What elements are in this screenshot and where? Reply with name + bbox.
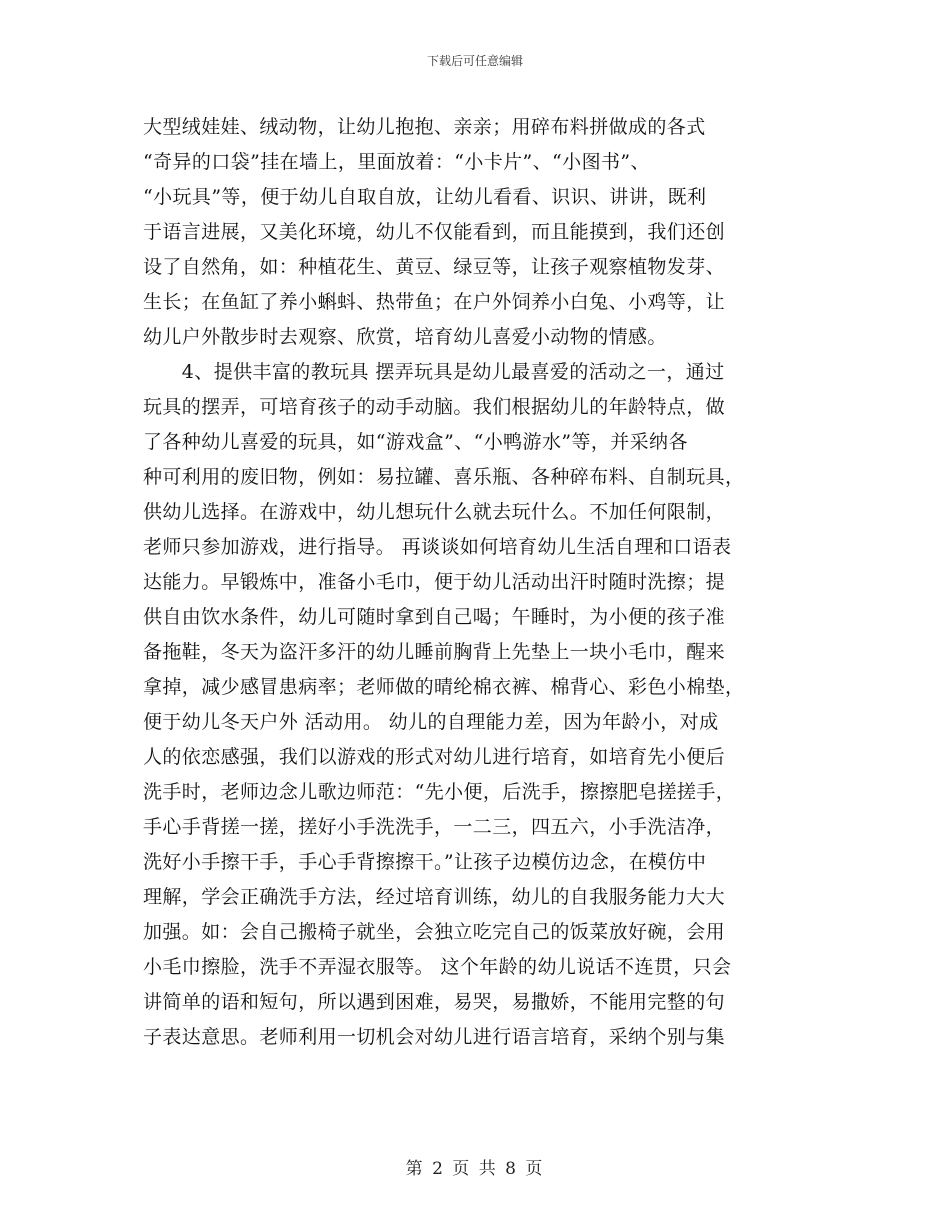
page-number-footer: 第 2 页 共 8 页 [405, 1159, 545, 1179]
body-line: 拿掉，减少感冒患病率；老师做的晴纶棉衣裤、棉背心、彩色小棉垫， [143, 676, 745, 698]
body-line: 达能力。早锻炼中，准备小毛巾，便于幼儿活动出汗时随时洗擦；提 [143, 571, 726, 593]
body-line: 洗手时，老师边念儿歌边师范：“先小便，后洗手，擦擦肥皂搓搓手， [143, 781, 736, 803]
body-line: 供幼儿选择。在游戏中，幼儿想玩什么就去玩什么。不加任何限制， [143, 501, 726, 523]
body-line: 子表达意思。老师利用一切机会对幼儿进行语言培育，采纳个别与集 [143, 1026, 726, 1048]
body-line: 手心手背搓一搓，搓好小手洗洗手，一二三，四五六，小手洗洁净， [143, 816, 726, 838]
body-line: 讲简单的语和短句，所以遇到困难，易哭，易撒娇，不能用完整的句 [143, 991, 726, 1013]
document-body [143, 110, 803, 1055]
body-line: “小玩具”等，便于幼儿自取自放，让幼儿看看、识识、讲讲，既利 [143, 186, 707, 208]
body-line: 于语言进展，又美化环境，幼儿不仅能看到，而且能摸到，我们还创 [143, 221, 726, 243]
body-line: 种可利用的废旧物，例如：易拉罐、喜乐瓶、各种碎布料、自制玩具， [143, 466, 745, 488]
body-line: 幼儿户外散步时去观察、欣赏，培育幼儿喜爱小动物的情感。 [143, 326, 667, 348]
body-line: 大型绒娃娃、绒动物，让幼儿抱抱、亲亲；用碎布料拼做成的各式 [143, 116, 706, 138]
body-line: 人的依恋感强，我们以游戏的形式对幼儿进行培育，如培育先小便后 [143, 746, 726, 768]
body-line: 供自由饮水条件，幼儿可随时拿到自己喝；午睡时，为小便的孩子准 [143, 606, 726, 628]
body-line: “奇异的口袋”挂在墙上，里面放着：“小卡片”、“小图书”、 [143, 151, 650, 173]
body-line: 加强。如：会自己搬椅子就坐，会独立吃完自己的饭菜放好碗，会用 [143, 921, 726, 943]
body-line: 洗好小手擦干手，手心手背擦擦干。”让孩子边模仿边念，在模仿中 [143, 851, 707, 873]
body-line: 备拖鞋，冬天为盗汗多汗的幼儿睡前胸背上先垫上一块小毛巾，醒来 [143, 641, 726, 663]
body-line: 老师只参加游戏，进行指导。 再谈谈如何培育幼儿生活自理和口语表 [143, 536, 732, 558]
body-line: 了各种幼儿喜爱的玩具，如“游戏盒”、“小鸭游水”等，并采纳各 [143, 431, 688, 453]
body-line: 理解，学会正确洗手方法，经过培育训练，幼儿的自我服务能力大大 [143, 886, 726, 908]
body-line: 4、提供丰富的教玩具 摆弄玩具是幼儿最喜爱的活动之一，通过 [143, 361, 725, 383]
body-line: 生长；在鱼缸了养小蝌蚪、热带鱼；在户外饲养小白兔、小鸡等，让 [143, 291, 726, 313]
body-line: 便于幼儿冬天户外 活动用。 幼儿的自理能力差，因为年龄小，对成 [143, 711, 719, 733]
body-line: 小毛巾擦脸，洗手不弄湿衣服等。 这个年龄的幼儿说话不连贯，只会 [143, 956, 732, 978]
body-line: 设了自然角，如：种植花生、黄豆、绿豆等，让孩子观察植物发芽、 [143, 256, 726, 278]
page-header: 下载后可任意编辑 [426, 54, 523, 68]
body-line: 玩具的摆弄，可培育孩子的动手动脑。我们根据幼儿的年龄特点，做 [143, 396, 726, 418]
